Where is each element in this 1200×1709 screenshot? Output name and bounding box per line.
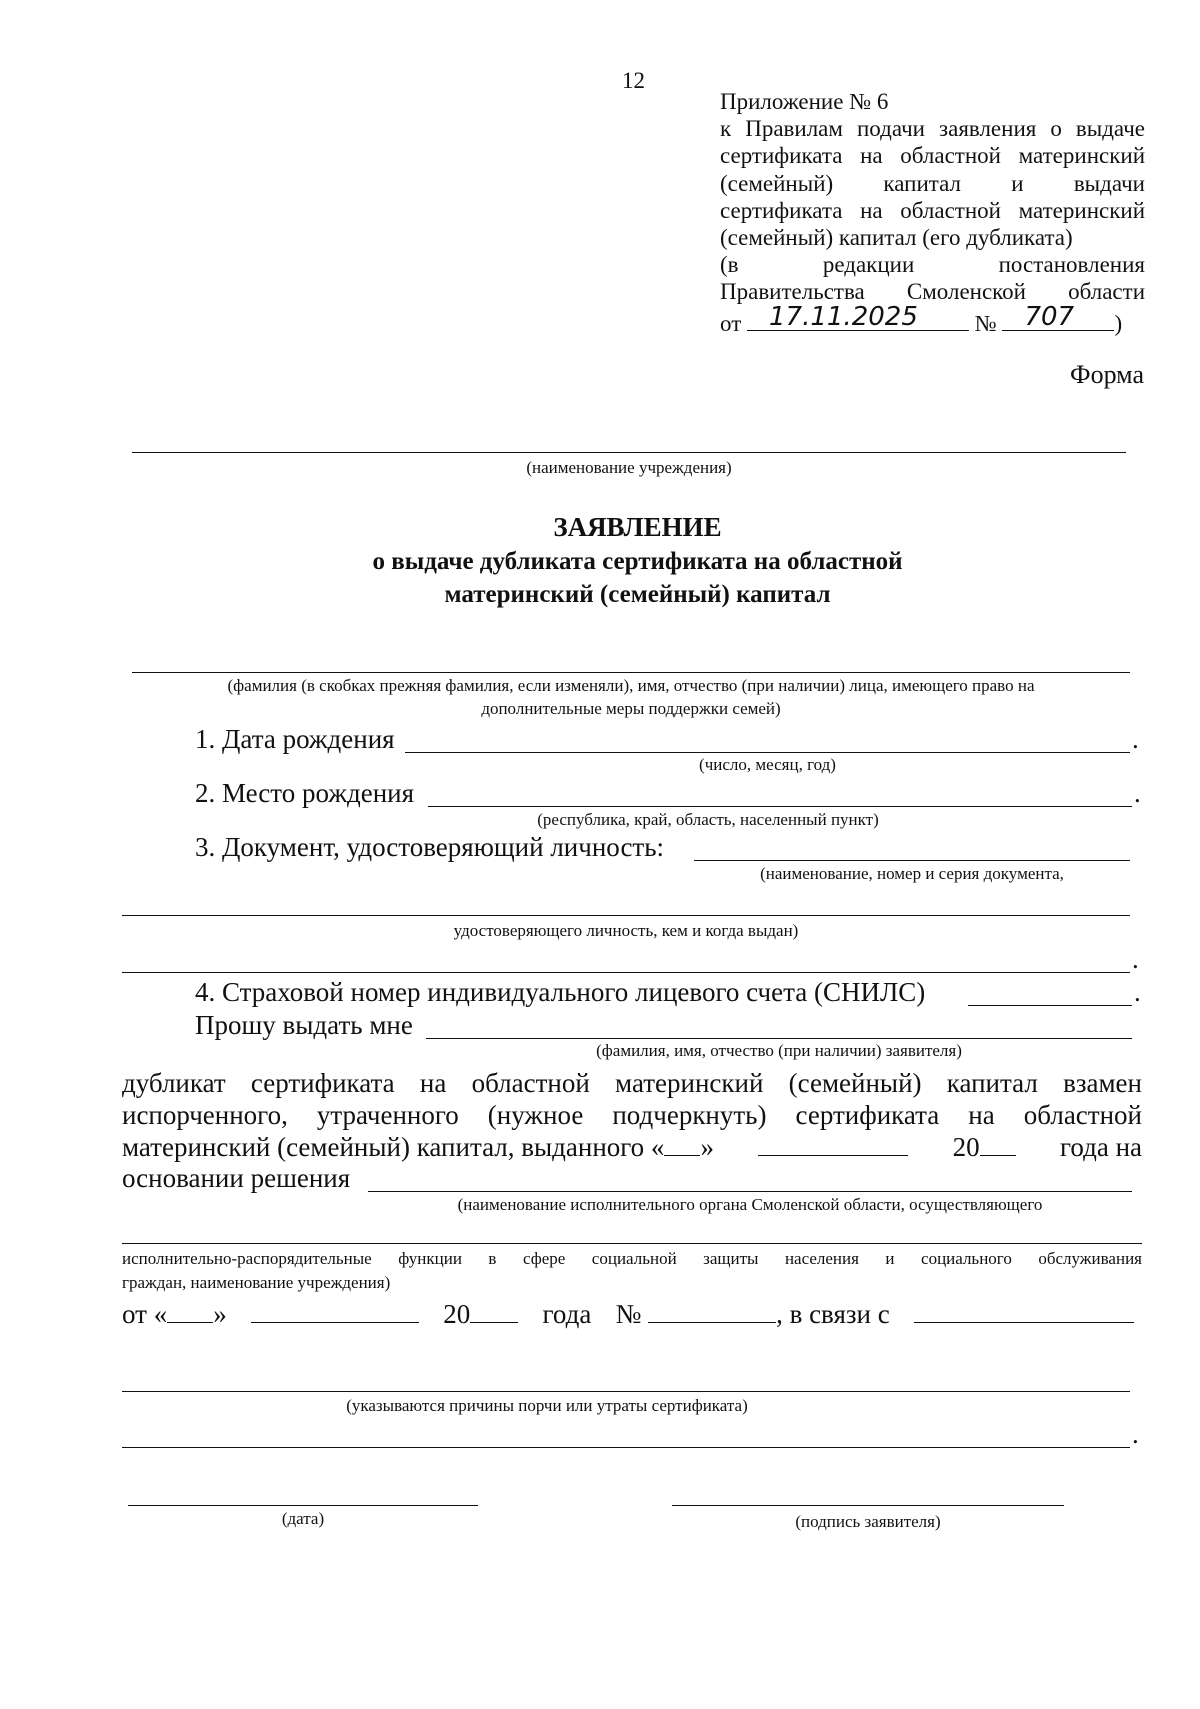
- decision-year-word: года: [542, 1299, 592, 1329]
- period: .: [1134, 977, 1141, 1007]
- reason-field-continued[interactable]: [122, 1447, 1130, 1448]
- decision-year-prefix: 20: [443, 1299, 471, 1329]
- reason-field[interactable]: [122, 1391, 1130, 1392]
- issued-year-word: года на: [1059, 1132, 1142, 1162]
- appendix-line: (в редакции постановления: [720, 252, 1145, 278]
- period: .: [1132, 1419, 1139, 1449]
- issued-day-field[interactable]: [664, 1131, 700, 1156]
- issued-year-field[interactable]: [980, 1131, 1016, 1156]
- decision-due-to-text: , в связи с: [776, 1299, 890, 1329]
- date-field[interactable]: [128, 1505, 478, 1506]
- decision-authority-field[interactable]: [368, 1191, 1132, 1192]
- appendix-line: к Правилам подачи заявления о выдаче: [720, 116, 1145, 142]
- document-subtitle-line1: о выдаче дубликата сертификата на областной: [372, 548, 903, 575]
- signature-field[interactable]: [672, 1505, 1064, 1506]
- snils-label: 4. Страховой номер индивидуального лицевого счета (СНИЛС): [195, 977, 926, 1007]
- request-label: Прошу выдать мне: [195, 1010, 413, 1040]
- decision-reason-field[interactable]: [914, 1298, 1134, 1323]
- resolution-date-handwritten: 17.11.2025: [769, 302, 918, 333]
- appendix-line: (семейный) капитал (его дубликата): [720, 225, 1073, 251]
- decision-month-field[interactable]: [251, 1298, 419, 1323]
- id-document-caption2: удостоверяющего личность, кем и когда выдан): [453, 921, 799, 940]
- document-title: ЗАЯВЛЕНИЕ: [553, 512, 722, 542]
- applicant-name-line: [132, 672, 1130, 673]
- appendix-closing-paren: ): [1114, 310, 1123, 336]
- snils-field[interactable]: [968, 1005, 1132, 1006]
- decision-year-field[interactable]: [470, 1298, 518, 1323]
- authority-caption-line1: (наименование исполнительного органа Смоленской области, осуществляющего: [457, 1195, 1043, 1214]
- body-line2: испорченного, утраченного (нужное подчеркнуть) сертификата на областной: [122, 1100, 1142, 1130]
- decision-authority-field-continued[interactable]: [122, 1243, 1142, 1244]
- issued-year-prefix: 20: [952, 1132, 980, 1162]
- date-caption: (дата): [281, 1509, 325, 1528]
- appendix-date-prefix: от: [720, 310, 742, 336]
- period: .: [1134, 778, 1141, 808]
- decision-date-group: [122, 1298, 227, 1330]
- request-caption: (фамилия, имя, отчество (при наличии) заявителя): [596, 1041, 962, 1060]
- reason-caption: (указываются причины порчи или утраты сертификата): [346, 1396, 748, 1415]
- appendix-line: сертификата на областной материнский: [720, 197, 1145, 223]
- decision-number-label: №: [615, 1299, 642, 1329]
- body-line1: дубликат сертификата на областной материнский (семейный) капитал взамен: [122, 1068, 1142, 1098]
- page-number: 12: [622, 68, 645, 93]
- issued-date-group: [122, 1131, 714, 1163]
- decision-year-group: [443, 1298, 518, 1330]
- request-name-field[interactable]: [426, 1038, 1132, 1039]
- appendix-line: Правительства Смоленской области: [720, 279, 1145, 305]
- resolution-number-handwritten: 707: [1024, 302, 1075, 333]
- issued-close-quote: »: [700, 1132, 714, 1162]
- birth-place-label: 2. Место рождения: [195, 778, 415, 808]
- id-document-field-continued[interactable]: [122, 915, 1130, 916]
- issued-month-field[interactable]: [758, 1131, 908, 1156]
- issued-year-group: [953, 1131, 1016, 1163]
- id-document-field[interactable]: [694, 860, 1130, 861]
- authority-caption-line3: граждан, наименование учреждения): [122, 1273, 391, 1292]
- decision-number-field[interactable]: [648, 1298, 776, 1323]
- authority-caption-line2: исполнительно-распорядительные функции в сфере социальной защиты населения и социального обслуживания: [122, 1249, 1142, 1268]
- id-document-caption1: (наименование, номер и серия документа,: [760, 864, 1064, 883]
- decision-line: [122, 1298, 1134, 1330]
- decision-from-text: от «: [122, 1299, 168, 1329]
- issued-text: материнский (семейный) капитал, выданного «: [122, 1132, 665, 1162]
- decision-number-group: [616, 1298, 890, 1330]
- appendix-date-line: [720, 302, 1145, 337]
- decision-close-quote: »: [213, 1299, 227, 1329]
- resolution-number-field: [1002, 302, 1114, 333]
- birth-date-caption: (число, месяц, год): [699, 755, 836, 774]
- birth-date-label: 1. Дата рождения: [195, 724, 395, 754]
- id-document-field-extra[interactable]: [122, 972, 1130, 973]
- applicant-caption-line1: (фамилия (в скобках прежняя фамилия, если изменяли), имя, отчество (при наличии) лица, имеющего право на: [227, 676, 1035, 695]
- appendix-block: [720, 88, 1145, 337]
- document-subtitle-line2: материнский (семейный) капитал: [444, 581, 831, 608]
- birth-place-caption: (республика, край, область, населенный пункт): [537, 810, 879, 829]
- decision-day-field[interactable]: [167, 1298, 213, 1323]
- birth-date-field[interactable]: [405, 752, 1130, 753]
- appendix-line: Приложение № 6: [720, 89, 889, 114]
- period: .: [1132, 944, 1139, 974]
- body-line3: [122, 1131, 1142, 1163]
- appendix-number-label: №: [974, 310, 997, 336]
- period: .: [1132, 724, 1139, 754]
- birth-place-field[interactable]: [428, 806, 1132, 807]
- signature-caption: (подпись заявителя): [795, 1512, 941, 1531]
- appendix-line: сертификата на областной материнский: [720, 143, 1145, 169]
- applicant-caption-line2: дополнительные меры поддержки семей): [481, 699, 781, 718]
- form-label: Форма: [1070, 360, 1144, 389]
- id-document-label: 3. Документ, удостоверяющий личность:: [195, 832, 665, 862]
- institution-line: [132, 452, 1126, 453]
- appendix-line: (семейный) капитал и выдачи: [720, 170, 1145, 196]
- body-line4: основании решения: [122, 1163, 351, 1193]
- institution-caption: (наименование учреждения): [526, 458, 732, 477]
- resolution-date-field: [747, 302, 969, 333]
